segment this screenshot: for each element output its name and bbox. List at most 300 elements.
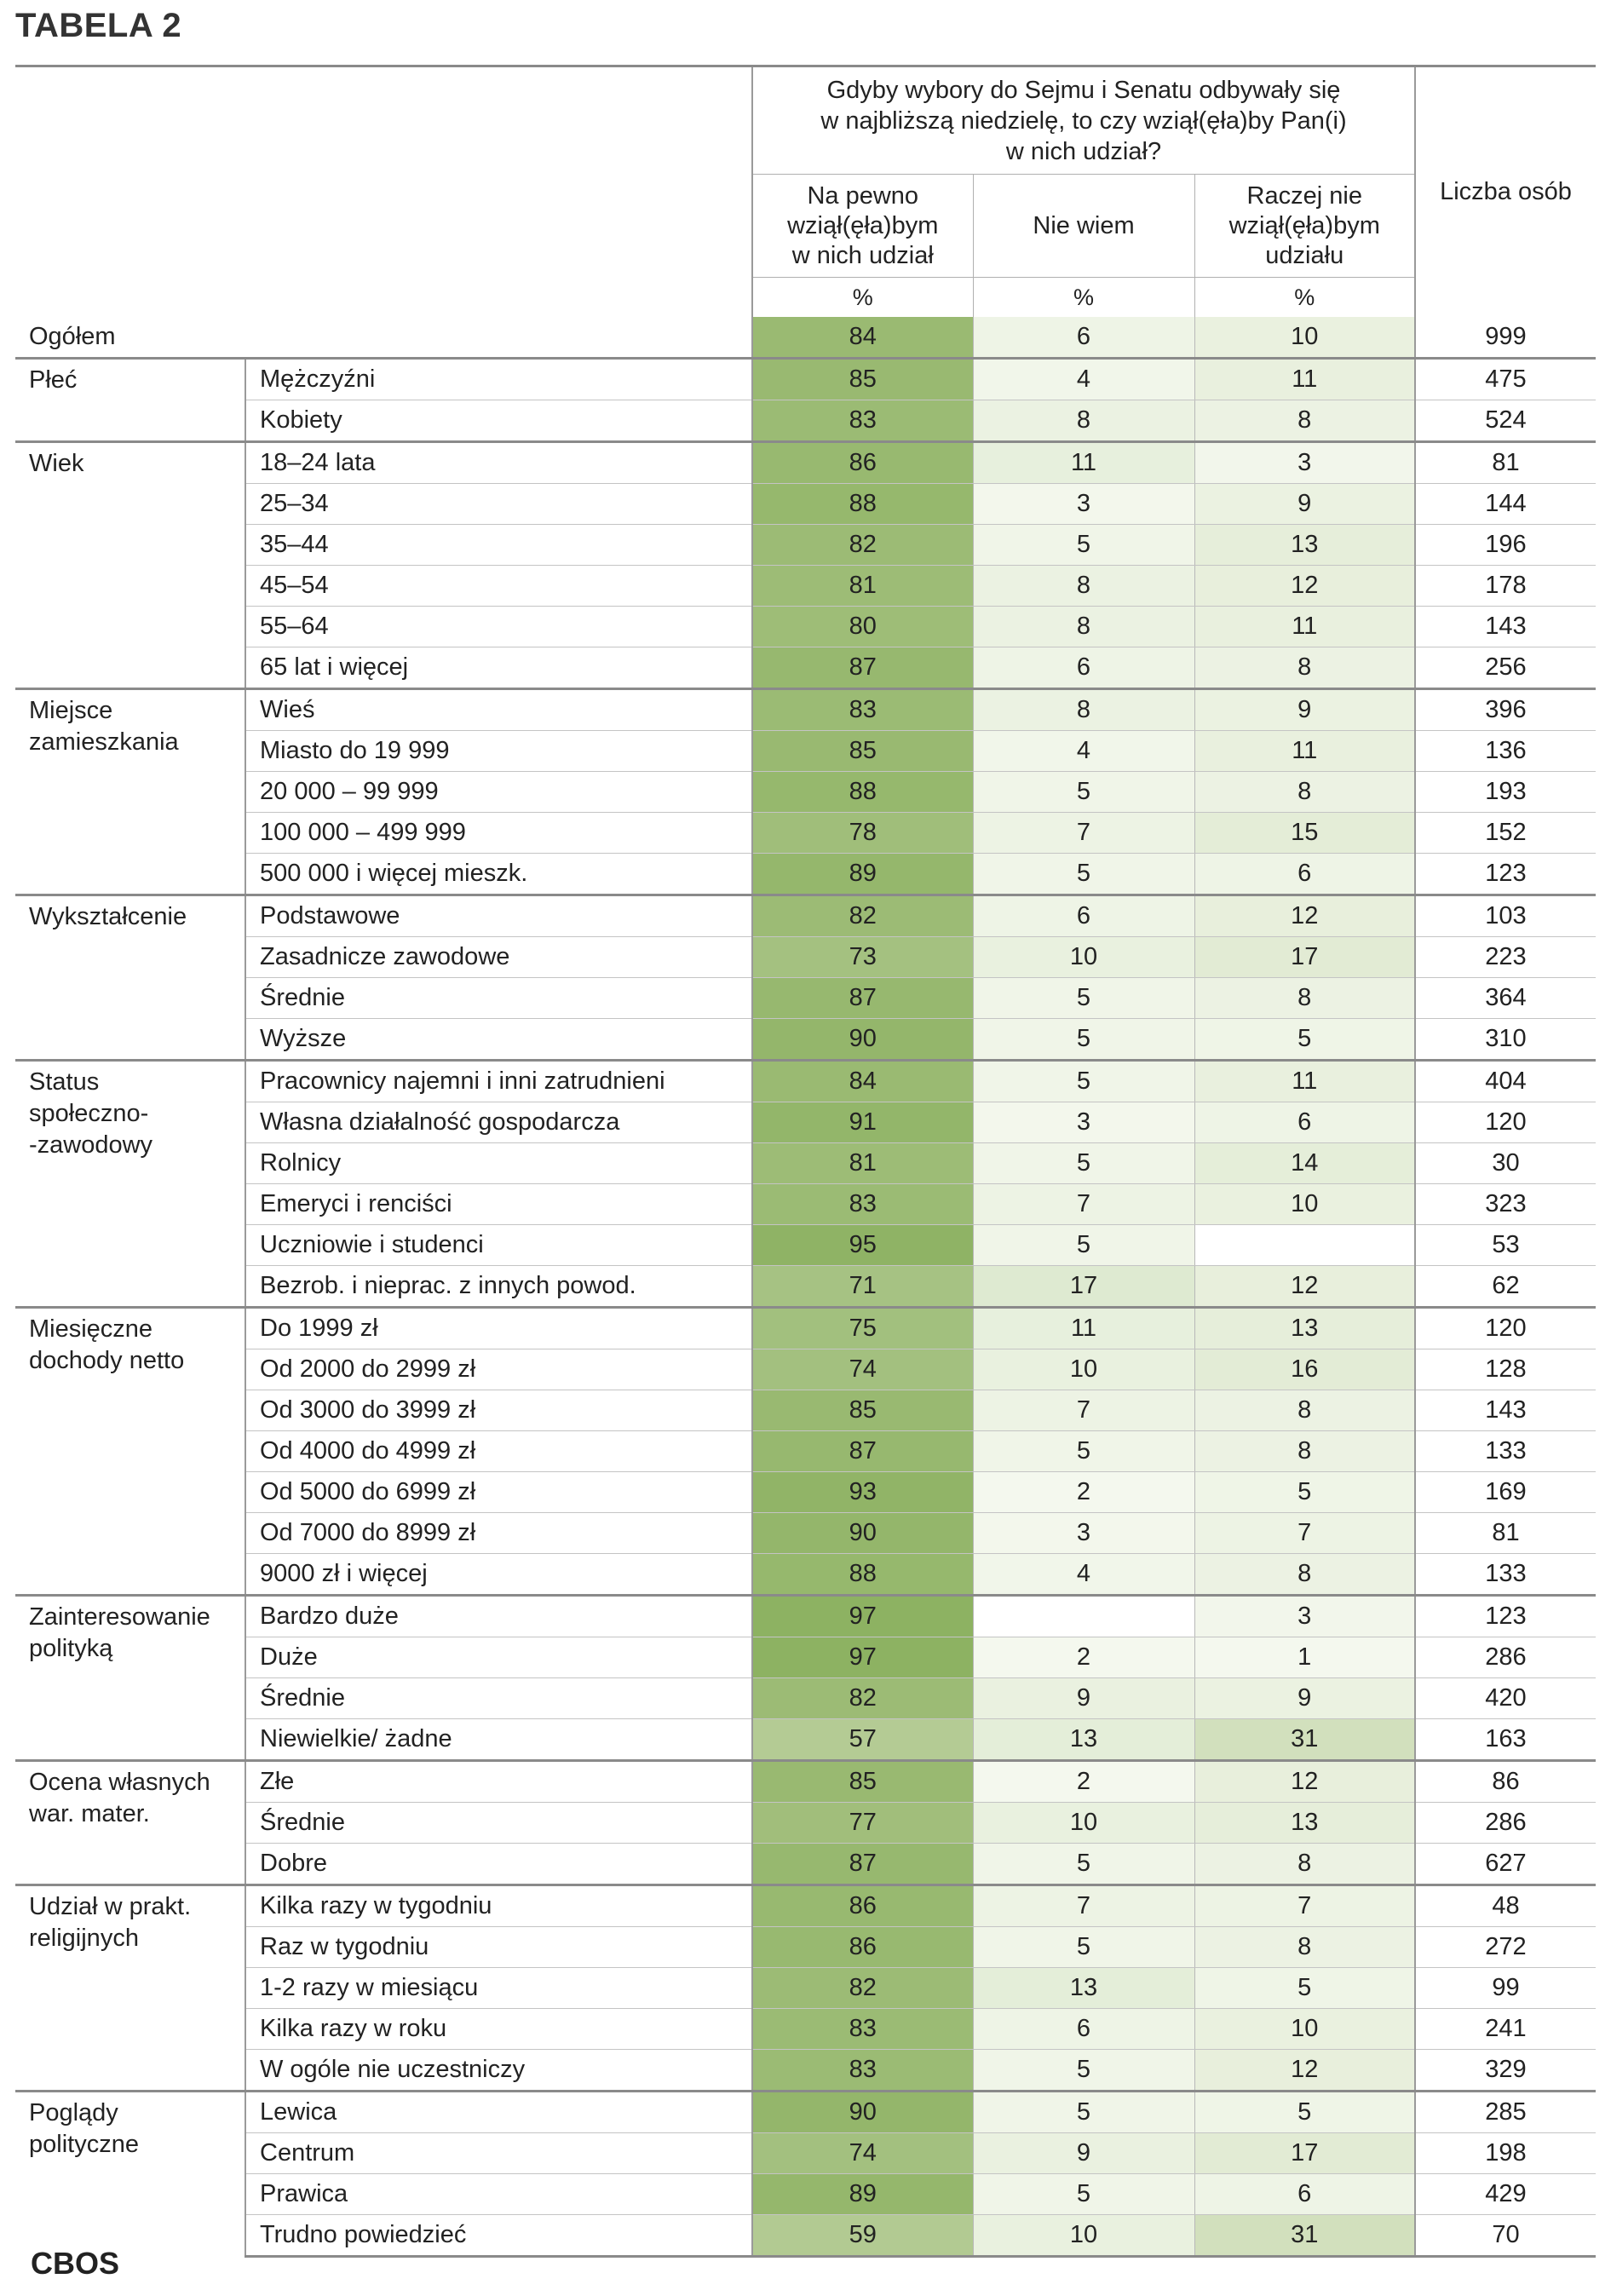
value-cell-col1: 71 — [752, 1266, 973, 1308]
value-cell-col2: 5 — [973, 772, 1194, 813]
group-label — [15, 442, 245, 689]
value-cell-col2: 17 — [973, 1266, 1194, 1308]
row-label: Pracownicy najemni i inni zatrudnieni — [245, 1061, 752, 1102]
count-cell: 404 — [1415, 1061, 1596, 1102]
column-header-line: Nie wiem — [1033, 211, 1135, 239]
value-cell-col3: 11 — [1194, 731, 1415, 772]
row-label: 45–54 — [245, 566, 752, 607]
value-cell-col2: 10 — [973, 937, 1194, 978]
value-cell-col1: 81 — [752, 566, 973, 607]
value-cell-col1: 89 — [752, 2174, 973, 2215]
value-cell-col3: 10 — [1194, 1184, 1415, 1225]
row-label: 55–64 — [245, 607, 752, 647]
table-body — [15, 317, 1596, 2257]
count-cell: 30 — [1415, 1143, 1596, 1184]
value-cell-col3: 13 — [1194, 1803, 1415, 1844]
count-cell: 144 — [1415, 484, 1596, 525]
value-cell-col2 — [973, 1596, 1194, 1637]
row-label: Od 2000 do 2999 zł — [245, 1349, 752, 1390]
row-label: Kobiety — [245, 400, 752, 442]
value-cell-col2: 8 — [973, 400, 1194, 442]
value-cell-col2: 10 — [973, 1349, 1194, 1390]
unit-label: % — [1194, 278, 1415, 318]
count-cell: 81 — [1415, 1513, 1596, 1554]
column-header-certainly — [752, 175, 973, 278]
group-label — [15, 895, 245, 1061]
table-row — [15, 1844, 1596, 1885]
value-cell-col3: 31 — [1194, 2215, 1415, 2257]
value-cell-col2: 7 — [973, 1184, 1194, 1225]
value-cell-col1: 90 — [752, 1513, 973, 1554]
value-cell-col1: 74 — [752, 1349, 973, 1390]
count-cell: 627 — [1415, 1844, 1596, 1885]
row-label: Średnie — [245, 1678, 752, 1719]
table-row — [15, 689, 1596, 731]
table-row — [15, 400, 1596, 442]
row-label: Od 3000 do 3999 zł — [245, 1390, 752, 1431]
table-row — [15, 937, 1596, 978]
table-row — [15, 1513, 1596, 1554]
column-header-line: wziął(ęła)bym — [1228, 211, 1380, 239]
row-label: Prawica — [245, 2174, 752, 2215]
value-cell-col3: 14 — [1194, 1143, 1415, 1184]
value-cell-col1: 90 — [752, 1019, 973, 1061]
value-cell-col3: 10 — [1194, 317, 1415, 359]
count-cell: 169 — [1415, 1472, 1596, 1513]
value-cell-col1: 87 — [752, 978, 973, 1019]
value-cell-col2: 5 — [973, 525, 1194, 566]
value-cell-col2: 5 — [973, 978, 1194, 1019]
row-label: Bardzo duże — [245, 1596, 752, 1637]
value-cell-col1: 73 — [752, 937, 973, 978]
value-cell-col3: 12 — [1194, 2050, 1415, 2092]
row-label: 500 000 i więcej mieszk. — [245, 854, 752, 895]
value-cell-col3: 9 — [1194, 1678, 1415, 1719]
count-cell: 178 — [1415, 566, 1596, 607]
count-header: Liczba osób — [1415, 66, 1596, 318]
value-cell-col3: 11 — [1194, 607, 1415, 647]
value-cell-col1: 91 — [752, 1102, 973, 1143]
row-label: 65 lat i więcej — [245, 647, 752, 689]
value-cell-col3: 3 — [1194, 1596, 1415, 1637]
count-cell: 286 — [1415, 1637, 1596, 1678]
value-cell-col2: 9 — [973, 2133, 1194, 2174]
count-cell: 475 — [1415, 359, 1596, 400]
value-cell-col3: 5 — [1194, 1968, 1415, 2009]
value-cell-col2: 9 — [973, 1678, 1194, 1719]
count-cell: 163 — [1415, 1719, 1596, 1761]
value-cell-col2: 11 — [973, 442, 1194, 484]
row-label: Miasto do 19 999 — [245, 731, 752, 772]
column-header-line: udziału — [1265, 241, 1344, 269]
count-cell: 310 — [1415, 1019, 1596, 1061]
question-line: Gdyby wybory do Sejmu i Senatu odbywały się — [826, 76, 1341, 104]
value-cell-col3: 8 — [1194, 1844, 1415, 1885]
table-row — [15, 1968, 1596, 2009]
count-cell: 223 — [1415, 937, 1596, 978]
value-cell-col2: 5 — [973, 1927, 1194, 1968]
value-cell-col1: 83 — [752, 689, 973, 731]
group-label-line: Miejsce zamieszkania — [29, 697, 179, 756]
table-row — [15, 442, 1596, 484]
value-cell-col2: 4 — [973, 731, 1194, 772]
table-row — [15, 1803, 1596, 1844]
table-row — [15, 1554, 1596, 1596]
row-label: 35–44 — [245, 525, 752, 566]
group-label-line: Status — [29, 1068, 100, 1096]
table-row — [15, 1019, 1596, 1061]
table-row — [15, 484, 1596, 525]
group-label-line: dochody netto — [29, 1347, 185, 1374]
table-row — [15, 1927, 1596, 1968]
count-cell: 120 — [1415, 1102, 1596, 1143]
table-row — [15, 1184, 1596, 1225]
group-label-line: Płeć — [29, 366, 78, 394]
value-cell-col1: 86 — [752, 1885, 973, 1927]
value-cell-col1: 97 — [752, 1637, 973, 1678]
value-cell-col3 — [1194, 1225, 1415, 1266]
group-label — [15, 1761, 245, 1885]
group-label-line: Poglądy — [29, 2099, 118, 2126]
count-cell: 256 — [1415, 647, 1596, 689]
value-cell-col1: 78 — [752, 813, 973, 854]
value-cell-col2: 8 — [973, 566, 1194, 607]
value-cell-col2: 7 — [973, 1390, 1194, 1431]
value-cell-col1: 83 — [752, 1184, 973, 1225]
value-cell-col2: 10 — [973, 1803, 1194, 1844]
table-row — [15, 1719, 1596, 1761]
count-cell: 123 — [1415, 854, 1596, 895]
value-cell-col2: 2 — [973, 1472, 1194, 1513]
count-cell: 136 — [1415, 731, 1596, 772]
question-line: w nich udział? — [1005, 137, 1162, 165]
count-cell: 143 — [1415, 1390, 1596, 1431]
table-row — [15, 359, 1596, 400]
group-label-line: polityką — [29, 1635, 113, 1662]
value-cell-col2: 5 — [973, 1143, 1194, 1184]
row-label: W ogóle nie uczestniczy — [245, 2050, 752, 2092]
count-cell: 364 — [1415, 978, 1596, 1019]
count-cell: 193 — [1415, 772, 1596, 813]
value-cell-col1: 82 — [752, 1968, 973, 2009]
row-label: Centrum — [245, 2133, 752, 2174]
value-cell-col1: 87 — [752, 647, 973, 689]
value-cell-col1: 97 — [752, 1596, 973, 1637]
value-cell-col3: 8 — [1194, 1927, 1415, 1968]
value-cell-col2: 5 — [973, 2050, 1194, 2092]
group-label-line: -zawodowy — [29, 1131, 153, 1159]
count-cell: 81 — [1415, 442, 1596, 484]
value-cell-col1: 84 — [752, 317, 973, 359]
group-label — [15, 689, 245, 895]
count-cell: 123 — [1415, 1596, 1596, 1637]
page-title: TABELA 2 — [15, 7, 182, 44]
value-cell-col3: 16 — [1194, 1349, 1415, 1390]
value-cell-col3: 5 — [1194, 1472, 1415, 1513]
row-label: 9000 zł i więcej — [245, 1554, 752, 1596]
table-row — [15, 1308, 1596, 1349]
value-cell-col1: 93 — [752, 1472, 973, 1513]
table-row — [15, 1102, 1596, 1143]
value-cell-col2: 6 — [973, 647, 1194, 689]
table-row — [15, 1637, 1596, 1678]
count-cell: 48 — [1415, 1885, 1596, 1927]
count-cell: 420 — [1415, 1678, 1596, 1719]
value-cell-col2: 11 — [973, 1308, 1194, 1349]
value-cell-col2: 4 — [973, 359, 1194, 400]
count-cell: 103 — [1415, 895, 1596, 937]
value-cell-col2: 3 — [973, 1102, 1194, 1143]
count-cell: 70 — [1415, 2215, 1596, 2257]
table-row — [15, 1266, 1596, 1308]
value-cell-col2: 13 — [973, 1968, 1194, 2009]
row-label: Duże — [245, 1637, 752, 1678]
value-cell-col1: 83 — [752, 2009, 973, 2050]
table-row — [15, 813, 1596, 854]
value-cell-col2: 13 — [973, 1719, 1194, 1761]
table-row — [15, 1472, 1596, 1513]
count-cell: 120 — [1415, 1308, 1596, 1349]
count-cell: 285 — [1415, 2092, 1596, 2133]
row-label: Wieś — [245, 689, 752, 731]
table-row — [15, 1596, 1596, 1637]
value-cell-col1: 88 — [752, 1554, 973, 1596]
table-row — [15, 1390, 1596, 1431]
row-label: Od 7000 do 8999 zł — [245, 1513, 752, 1554]
value-cell-col1: 77 — [752, 1803, 973, 1844]
value-cell-col2: 8 — [973, 607, 1194, 647]
group-label-line: Wiek — [29, 450, 84, 477]
value-cell-col3: 17 — [1194, 2133, 1415, 2174]
header-empty-corner — [15, 66, 752, 318]
row-label: Podstawowe — [245, 895, 752, 937]
table-row — [15, 2174, 1596, 2215]
table-row — [15, 731, 1596, 772]
row-label: Własna działalność gospodarcza — [245, 1102, 752, 1143]
value-cell-col3: 6 — [1194, 854, 1415, 895]
value-cell-col1: 87 — [752, 1431, 973, 1472]
row-label: Trudno powiedzieć — [245, 2215, 752, 2257]
row-label: Uczniowie i studenci — [245, 1225, 752, 1266]
value-cell-col3: 8 — [1194, 772, 1415, 813]
row-label: 1-2 razy w miesiącu — [245, 1968, 752, 2009]
table-row — [15, 525, 1596, 566]
row-label: 18–24 lata — [245, 442, 752, 484]
value-cell-col3: 15 — [1194, 813, 1415, 854]
value-cell-col1: 82 — [752, 895, 973, 937]
group-label-line: Wykształcenie — [29, 903, 187, 930]
table-row — [15, 1761, 1596, 1803]
group-label — [15, 1596, 245, 1761]
table-row — [15, 1143, 1596, 1184]
row-label: Średnie — [245, 1803, 752, 1844]
value-cell-col2: 5 — [973, 1225, 1194, 1266]
count-cell: 62 — [1415, 1266, 1596, 1308]
value-cell-col1: 86 — [752, 1927, 973, 1968]
group-label — [15, 1308, 245, 1596]
value-cell-col2: 5 — [973, 854, 1194, 895]
table-row — [15, 2009, 1596, 2050]
count-cell: 152 — [1415, 813, 1596, 854]
value-cell-col2: 5 — [973, 1061, 1194, 1102]
value-cell-col3: 9 — [1194, 484, 1415, 525]
row-label: Od 5000 do 6999 zł — [245, 1472, 752, 1513]
value-cell-col3: 11 — [1194, 359, 1415, 400]
value-cell-col3: 6 — [1194, 2174, 1415, 2215]
count-cell: 196 — [1415, 525, 1596, 566]
value-cell-col1: 84 — [752, 1061, 973, 1102]
count-cell: 198 — [1415, 2133, 1596, 2174]
table-row — [15, 1061, 1596, 1102]
row-label: Kilka razy w roku — [245, 2009, 752, 2050]
value-cell-col3: 12 — [1194, 1761, 1415, 1803]
value-cell-col1: 85 — [752, 731, 973, 772]
row-label: Dobre — [245, 1844, 752, 1885]
group-label-line: polityczne — [29, 2131, 139, 2158]
count-cell: 99 — [1415, 1968, 1596, 2009]
value-cell-col2: 5 — [973, 2092, 1194, 2133]
count-cell: 133 — [1415, 1554, 1596, 1596]
value-cell-col3: 5 — [1194, 2092, 1415, 2133]
value-cell-col1: 57 — [752, 1719, 973, 1761]
value-cell-col2: 6 — [973, 2009, 1194, 2050]
value-cell-col1: 86 — [752, 442, 973, 484]
row-label: Od 4000 do 4999 zł — [245, 1431, 752, 1472]
question-line: w najbliższą niedzielę, to czy wziął(ęła)by Pan(i) — [820, 106, 1347, 135]
value-cell-col3: 8 — [1194, 1431, 1415, 1472]
unit-label: % — [973, 278, 1194, 318]
group-label-line: Udział w prakt. — [29, 1893, 192, 1920]
total-label: Ogółem — [15, 317, 752, 359]
column-header-line: wziął(ęła)bym — [787, 211, 939, 239]
group-label-line: Zainteresowanie — [29, 1603, 210, 1631]
value-cell-col1: 83 — [752, 2050, 973, 2092]
group-label-line: społeczno- — [29, 1100, 149, 1127]
column-header-rather-not — [1194, 175, 1415, 278]
table-row — [15, 607, 1596, 647]
group-label — [15, 1061, 245, 1308]
table-row — [15, 2050, 1596, 2092]
table-row — [15, 854, 1596, 895]
value-cell-col2: 2 — [973, 1761, 1194, 1803]
row-label: 100 000 – 499 999 — [245, 813, 752, 854]
row-label: Rolnicy — [245, 1143, 752, 1184]
table-row — [15, 647, 1596, 689]
value-cell-col3: 1 — [1194, 1637, 1415, 1678]
value-cell-col1: 87 — [752, 1844, 973, 1885]
value-cell-col3: 6 — [1194, 1102, 1415, 1143]
value-cell-col2: 3 — [973, 1513, 1194, 1554]
count-cell: 329 — [1415, 2050, 1596, 2092]
value-cell-col1: 90 — [752, 2092, 973, 2133]
count-cell: 999 — [1415, 317, 1596, 359]
row-label: 20 000 – 99 999 — [245, 772, 752, 813]
value-cell-col3: 9 — [1194, 689, 1415, 731]
value-cell-col1: 89 — [752, 854, 973, 895]
group-label-line: Ocena własnych — [29, 1769, 210, 1796]
value-cell-col1: 85 — [752, 1761, 973, 1803]
count-cell: 128 — [1415, 1349, 1596, 1390]
value-cell-col3: 7 — [1194, 1513, 1415, 1554]
value-cell-col1: 88 — [752, 772, 973, 813]
value-cell-col3: 10 — [1194, 2009, 1415, 2050]
count-cell: 86 — [1415, 1761, 1596, 1803]
group-label-line: religijnych — [29, 1925, 139, 1952]
value-cell-col1: 75 — [752, 1308, 973, 1349]
table-row — [15, 1678, 1596, 1719]
value-cell-col2: 7 — [973, 813, 1194, 854]
value-cell-col3: 8 — [1194, 978, 1415, 1019]
source-label: CBOS — [31, 2246, 120, 2281]
value-cell-col3: 7 — [1194, 1885, 1415, 1927]
value-cell-col2: 3 — [973, 484, 1194, 525]
count-cell: 429 — [1415, 2174, 1596, 2215]
row-label: Mężczyźni — [245, 359, 752, 400]
group-label — [15, 359, 245, 442]
value-cell-col2: 10 — [973, 2215, 1194, 2257]
results-table — [15, 65, 1596, 2258]
table-row — [15, 566, 1596, 607]
value-cell-col2: 7 — [973, 1885, 1194, 1927]
count-cell: 272 — [1415, 1927, 1596, 1968]
value-cell-col2: 4 — [973, 1554, 1194, 1596]
value-cell-col2: 5 — [973, 2174, 1194, 2215]
column-header-dont-know — [973, 175, 1194, 278]
table-row — [15, 895, 1596, 937]
count-cell: 396 — [1415, 689, 1596, 731]
value-cell-col3: 11 — [1194, 1061, 1415, 1102]
group-label — [15, 2092, 245, 2257]
row-label: Średnie — [245, 978, 752, 1019]
value-cell-col1: 82 — [752, 1678, 973, 1719]
value-cell-col3: 17 — [1194, 937, 1415, 978]
value-cell-col3: 12 — [1194, 566, 1415, 607]
value-cell-col3: 13 — [1194, 1308, 1415, 1349]
value-cell-col2: 2 — [973, 1637, 1194, 1678]
value-cell-col3: 5 — [1194, 1019, 1415, 1061]
table-row — [15, 978, 1596, 1019]
value-cell-col1: 88 — [752, 484, 973, 525]
table-row — [15, 2215, 1596, 2257]
value-cell-col1: 95 — [752, 1225, 973, 1266]
row-label: Emeryci i renciści — [245, 1184, 752, 1225]
value-cell-col1: 74 — [752, 2133, 973, 2174]
total-row — [15, 317, 1596, 359]
table-row — [15, 772, 1596, 813]
column-header-line: w nich udział — [791, 241, 934, 269]
row-label: Bezrob. i nieprac. z innych powod. — [245, 1266, 752, 1308]
count-cell: 323 — [1415, 1184, 1596, 1225]
row-label: Złe — [245, 1761, 752, 1803]
value-cell-col3: 12 — [1194, 895, 1415, 937]
value-cell-col1: 80 — [752, 607, 973, 647]
value-cell-col3: 12 — [1194, 1266, 1415, 1308]
value-cell-col3: 8 — [1194, 1390, 1415, 1431]
value-cell-col2: 8 — [973, 689, 1194, 731]
value-cell-col1: 59 — [752, 2215, 973, 2257]
value-cell-col3: 31 — [1194, 1719, 1415, 1761]
table-row — [15, 2133, 1596, 2174]
row-label: 25–34 — [245, 484, 752, 525]
value-cell-col1: 85 — [752, 1390, 973, 1431]
row-label: Raz w tygodniu — [245, 1927, 752, 1968]
row-label: Niewielkie/ żadne — [245, 1719, 752, 1761]
value-cell-col3: 8 — [1194, 400, 1415, 442]
value-cell-col3: 13 — [1194, 525, 1415, 566]
row-label: Do 1999 zł — [245, 1308, 752, 1349]
table-row — [15, 2092, 1596, 2133]
group-label — [15, 1885, 245, 2092]
